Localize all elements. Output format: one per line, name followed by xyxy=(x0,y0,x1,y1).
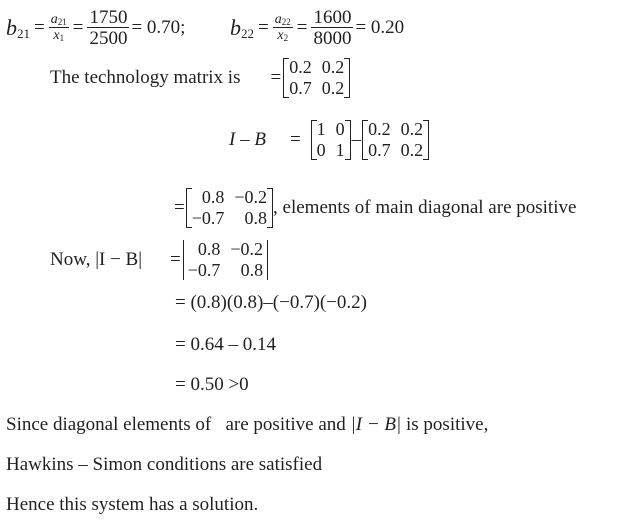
equals: = xyxy=(170,249,181,270)
b21-sub: 21 xyxy=(17,26,30,41)
fraction-a22-x2: $\frac{a22}{x2}$ xyxy=(274,12,291,43)
b22-equation xyxy=(230,8,404,48)
equals: = xyxy=(174,197,185,218)
b22-sub: 22 xyxy=(241,26,254,41)
conclusion-line-2: Hawkins – Simon conditions are satisfied xyxy=(6,454,323,475)
determinant-inline: |I − B| xyxy=(350,414,402,435)
b22-var: b xyxy=(230,15,241,40)
technology-matrix-line xyxy=(50,57,350,99)
step-2: = 0.64 – 0.14 xyxy=(175,334,276,355)
technology-matrix: 0.2 0.2 0.7 0.2 xyxy=(283,57,350,99)
b21-var: b xyxy=(6,15,17,40)
determinant-matrix: 0.8 −0.2 −0.7 0.8 xyxy=(182,239,269,281)
step-3: = 0.50 >0 xyxy=(175,374,249,395)
equals: = xyxy=(296,17,308,38)
determinant-line xyxy=(50,239,269,281)
diagonal-note: , elements of main diagonal are positive xyxy=(273,197,577,218)
conclusion-line-3: Hence this system has a solution. xyxy=(6,494,259,515)
i-minus-b-line xyxy=(229,119,429,161)
b21-result: = 0.70; xyxy=(131,17,186,38)
conclusion-line-1: Since diagonal elements of are positive and |I − B| is positive, xyxy=(6,414,489,435)
minus-sign: – xyxy=(351,129,362,150)
b22-result: = 0.20 xyxy=(355,17,405,38)
b-matrix: 0.2 0.2 0.7 0.2 xyxy=(362,119,429,161)
step-1: = (0.8)(0.8)–(−0.7)(−0.2) xyxy=(175,292,368,313)
equals: = xyxy=(289,129,301,150)
b21-equation xyxy=(6,8,185,48)
fraction-1600-8000: $\frac{1600}{8000}$ xyxy=(313,7,352,49)
equals: = xyxy=(34,17,45,38)
i-minus-b-label: I – B xyxy=(229,129,266,150)
equals: = xyxy=(270,67,282,88)
technology-matrix-label: The technology matrix is xyxy=(50,67,241,88)
result-matrix-line xyxy=(174,187,576,229)
equals: = xyxy=(72,17,84,38)
fraction-1750-2500: $\frac{1750}{2500}$ xyxy=(89,7,128,49)
equals: = xyxy=(258,17,269,38)
identity-matrix: 1 0 0 1 xyxy=(311,119,351,161)
fraction-a21-x1: $\frac{a21}{x1}$ xyxy=(50,12,67,43)
i-minus-b-matrix: 0.8 −0.2 −0.7 0.8 xyxy=(186,187,273,229)
determinant-label: Now, |I − B| xyxy=(50,249,143,270)
